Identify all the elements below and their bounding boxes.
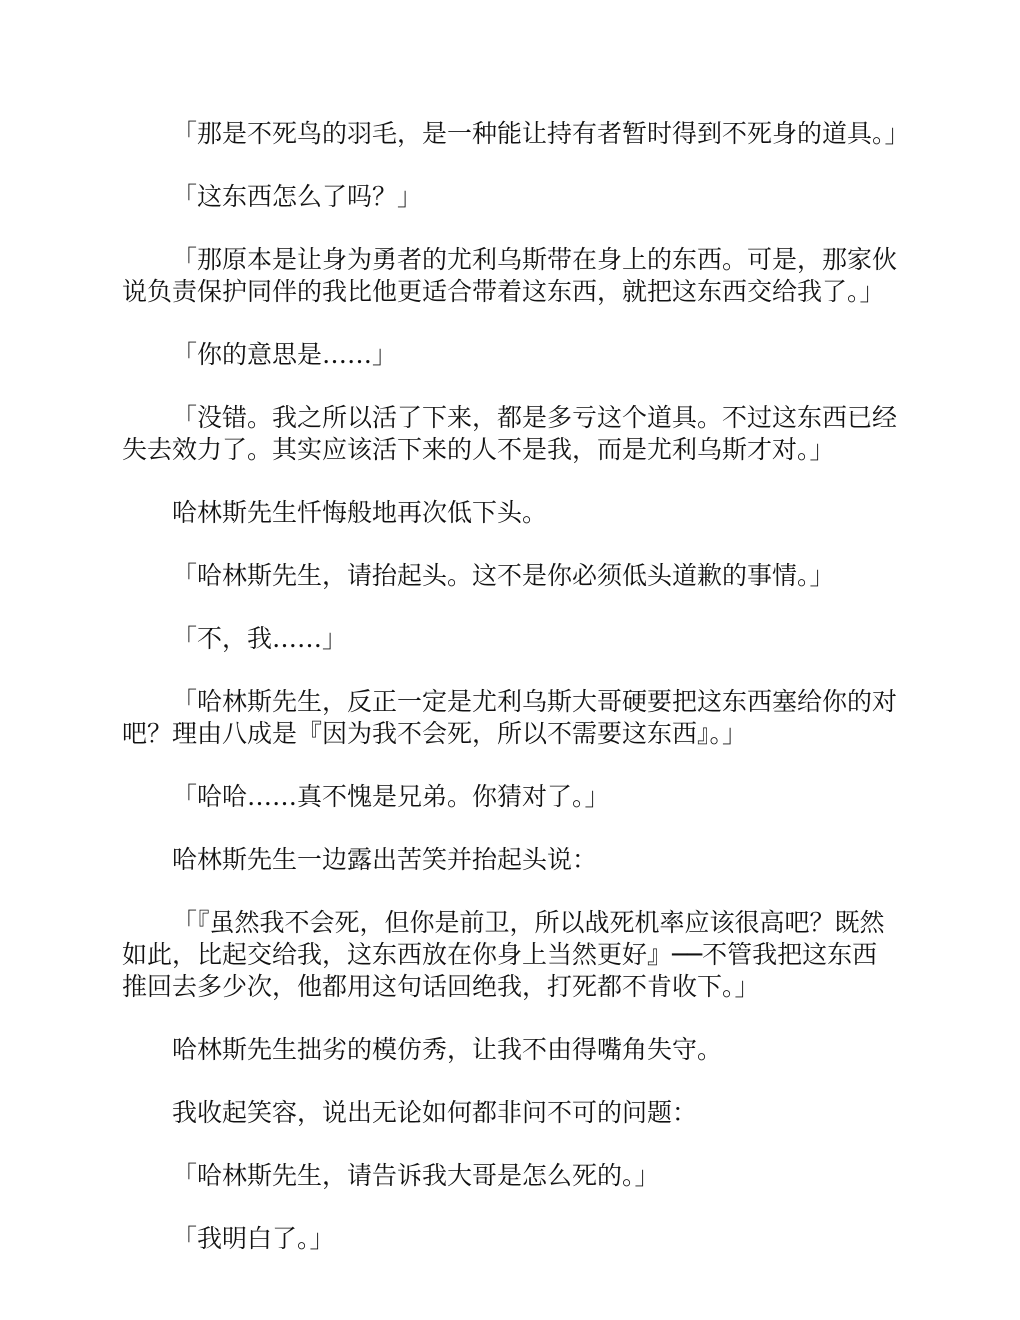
document-page [122, 118, 910, 1286]
paragraph: 「没错。我之所以活了下来，都是多亏这个道具。不过这东西已经失去效力了。其实应该活下来的人不是我，而是尤利乌斯才对。」 [122, 403, 898, 464]
paragraph: 哈林斯先生拙劣的模仿秀，让我不由得嘴角失守。 [172, 1035, 723, 1064]
paragraph: 「你的意思是……」 [172, 340, 398, 369]
paragraph: 「那是不死鸟的羽毛，是一种能让持有者暂时得到不死身的道具。」 [172, 119, 910, 148]
paragraph: 「那原本是让身为勇者的尤利乌斯带在身上的东西。可是，那家伙说负责保护同伴的我比他更适合带着这东西，就把这东西交给我了。」 [122, 245, 898, 306]
paragraph: 「哈哈……真不愧是兄弟。你猜对了。」 [172, 782, 610, 811]
paragraph: 「哈林斯先生，反正一定是尤利乌斯大哥硬要把这东西塞给你的对吧？理由八成是『因为我不会死，所以不需要这东西』。」 [122, 687, 898, 748]
paragraph: 「这东西怎么了吗？」 [172, 182, 423, 211]
paragraph: 哈林斯先生一边露出苦笑并抬起头说： [172, 845, 598, 874]
paragraph: 「不，我……」 [172, 624, 348, 653]
paragraph: 「我明白了。」 [172, 1224, 335, 1253]
paragraph: 我收起笑容，说出无论如何都非问不可的问题： [172, 1098, 698, 1127]
paragraph: 「『虽然我不会死，但你是前卫，所以战死机率应该很高吧？既然如此，比起交给我，这东西放在你身上当然更好』──不管我把这东西推回去多少次，他都用这句话回绝我，打死都不肯收下。」 [122, 908, 885, 1001]
paragraph: 哈林斯先生忏悔般地再次低下头。 [172, 498, 548, 527]
paragraph: 「哈林斯先生，请抬起头。这不是你必须低头道歉的事情。」 [172, 561, 835, 590]
paragraph: 「哈林斯先生，请告诉我大哥是怎么死的。」 [172, 1161, 660, 1190]
